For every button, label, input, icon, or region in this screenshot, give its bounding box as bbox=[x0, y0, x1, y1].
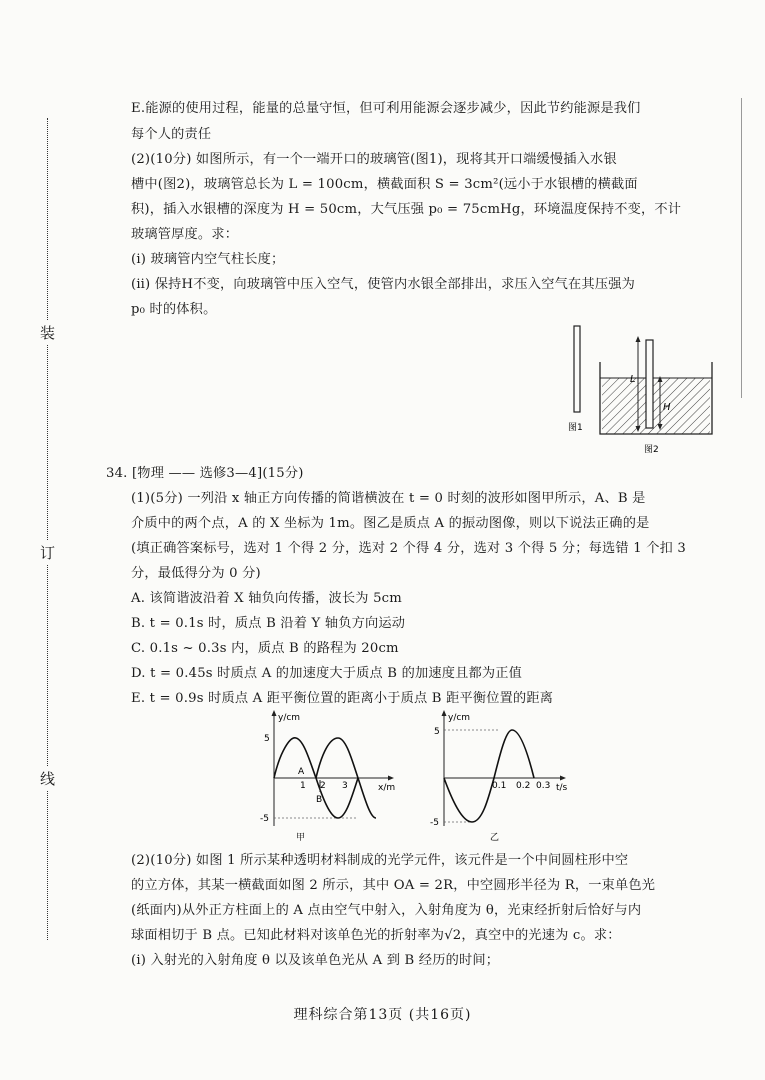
glass-tube-figure bbox=[560, 318, 720, 458]
length-arrow-head-top bbox=[636, 336, 641, 342]
x-axis-label: x/m bbox=[378, 783, 396, 793]
binding-dotted-line bbox=[47, 118, 48, 940]
option-e-line2: 每个人的责任 bbox=[131, 127, 212, 142]
tube-fig1 bbox=[574, 326, 580, 412]
q2b-line3: (纸面内)从外正方柱面上的 A 点由空气中射入，入射角度为 θ，光束经折射后恰好与内 bbox=[131, 903, 642, 918]
tick-1: 1 bbox=[300, 781, 306, 791]
tick-bottom: -5 bbox=[260, 814, 269, 824]
tick-01: 0.1 bbox=[492, 781, 507, 791]
q2-line3: 积)，插入水银槽的深度为 H = 50cm，大气压强 p₀ = 75cmHg，环境温度保持不变，不计 bbox=[131, 202, 682, 217]
label-h: H bbox=[663, 402, 671, 413]
y-axis-arrow bbox=[442, 710, 447, 716]
q1-line2: 介质中的两个点，A 的 X 坐标为 1m。图乙是质点 A 的振动图像，则以下说法正确的是 bbox=[131, 516, 650, 531]
q2-sub-ii-line2: p₀ 时的体积。 bbox=[131, 302, 217, 317]
wave-curve-3 bbox=[358, 778, 376, 818]
tick-03: 0.3 bbox=[536, 781, 551, 791]
q2b-sub-i: (ⅰ) 入射光的入射角度 θ 以及该单色光从 A 到 B 经历的时间； bbox=[131, 953, 500, 968]
q2-line2: 槽中(图2)，玻璃管总长为 L = 100cm，横截面积 S = 3cm²(远小于水银槽的横截面 bbox=[131, 177, 638, 192]
binding-char-xian: 线 bbox=[40, 766, 55, 791]
q2-line4: 玻璃管厚度。求： bbox=[131, 227, 239, 242]
q1-line3: (填正确答案标号，选对 1 个得 2 分，选对 2 个得 4 分，选对 3 个得 5 分；每选错 1 个扣 3 bbox=[131, 541, 686, 556]
section-34-title: 34. [物理 —— 选修3—4](15分) bbox=[106, 466, 304, 481]
tick-2: 2 bbox=[320, 781, 326, 791]
q2b-line2: 的立方体，其某一横截面如图 2 所示，其中 OA = 2R，中空圆形半径为 R，一束单色光 bbox=[131, 878, 656, 893]
caption-fig1: 图1 bbox=[568, 423, 583, 433]
option-e-line1: E.能源的使用过程，能量的总量守恒，但可利用能源会逐步减少，因此节约能源是我们 bbox=[131, 101, 641, 116]
label-l: L bbox=[630, 374, 636, 385]
y-axis-label: y/cm bbox=[278, 713, 301, 723]
caption-fig2: 图2 bbox=[644, 445, 659, 455]
x-axis-arrow bbox=[560, 776, 566, 781]
option-e: E. t = 0.9s 时质点 A 距平衡位置的距离小于质点 B 距平衡位置的距离 bbox=[131, 691, 554, 706]
tick-3: 3 bbox=[342, 781, 348, 791]
q1-line4: 分，最低得分为 0 分) bbox=[131, 566, 261, 581]
tick-bottom: -5 bbox=[430, 818, 439, 828]
caption-yi: 乙 bbox=[490, 833, 500, 843]
tube-fig2 bbox=[646, 340, 653, 428]
wave-curve-2 bbox=[316, 738, 358, 778]
right-margin-rule bbox=[741, 98, 742, 398]
wave-graph-jia bbox=[258, 708, 418, 844]
mercury-body bbox=[602, 378, 710, 434]
point-a: A bbox=[298, 767, 305, 777]
x-axis-arrow bbox=[388, 776, 394, 781]
y-axis-arrow bbox=[272, 710, 277, 716]
q2-sub-i: (ⅰ) 玻璃管内空气柱长度； bbox=[131, 252, 285, 267]
vibration-curve bbox=[444, 730, 534, 822]
binding-char-zhuang: 装 bbox=[40, 320, 55, 345]
tick-top: 5 bbox=[434, 727, 440, 737]
q2b-line4: 球面相切于 B 点。已知此材料对该单色光的折射率为√2，真空中的光速为 c。求： bbox=[131, 928, 621, 943]
tick-02: 0.2 bbox=[516, 781, 531, 791]
q2-line1: (2)(10分) 如图所示，有一个一端开口的玻璃管(图1)，现将其开口端缓慢插入水银 bbox=[131, 152, 617, 167]
y-axis-label: y/cm bbox=[448, 713, 471, 723]
tick-top: 5 bbox=[264, 734, 270, 744]
caption-jia: 甲 bbox=[296, 833, 306, 843]
q2b-line1: (2)(10分) 如图 1 所示某种透明材料制成的光学元件，该元件是一个中间圆柱形中空 bbox=[131, 853, 629, 868]
page-footer: 理科综合第13页 (共16页) bbox=[293, 1007, 472, 1023]
q1-line1: (1)(5分) 一列沿 x 轴正方向传播的简谐横波在 t = 0 时刻的波形如图甲所示，A、B 是 bbox=[131, 491, 646, 506]
vibration-graph-yi bbox=[424, 708, 584, 844]
q2-sub-ii-line1: (ⅱ) 保持H不变，向玻璃管中压入空气，使管内水银全部排出，求压入空气在其压强为 bbox=[131, 277, 635, 292]
x-axis-label: t/s bbox=[556, 783, 568, 793]
option-a: A. 该简谐波沿着 X 轴负向传播，波长为 5cm bbox=[131, 591, 402, 606]
point-b: B bbox=[316, 795, 323, 805]
binding-char-ding: 订 bbox=[40, 540, 55, 565]
option-c: C. 0.1s ~ 0.3s 内，质点 B 的路程为 20cm bbox=[131, 641, 399, 656]
option-b: B. t = 0.1s 时，质点 B 沿着 Y 轴负方向运动 bbox=[131, 616, 406, 631]
option-d: D. t = 0.45s 时质点 A 的加速度大于质点 B 的加速度且都为正值 bbox=[131, 666, 523, 681]
